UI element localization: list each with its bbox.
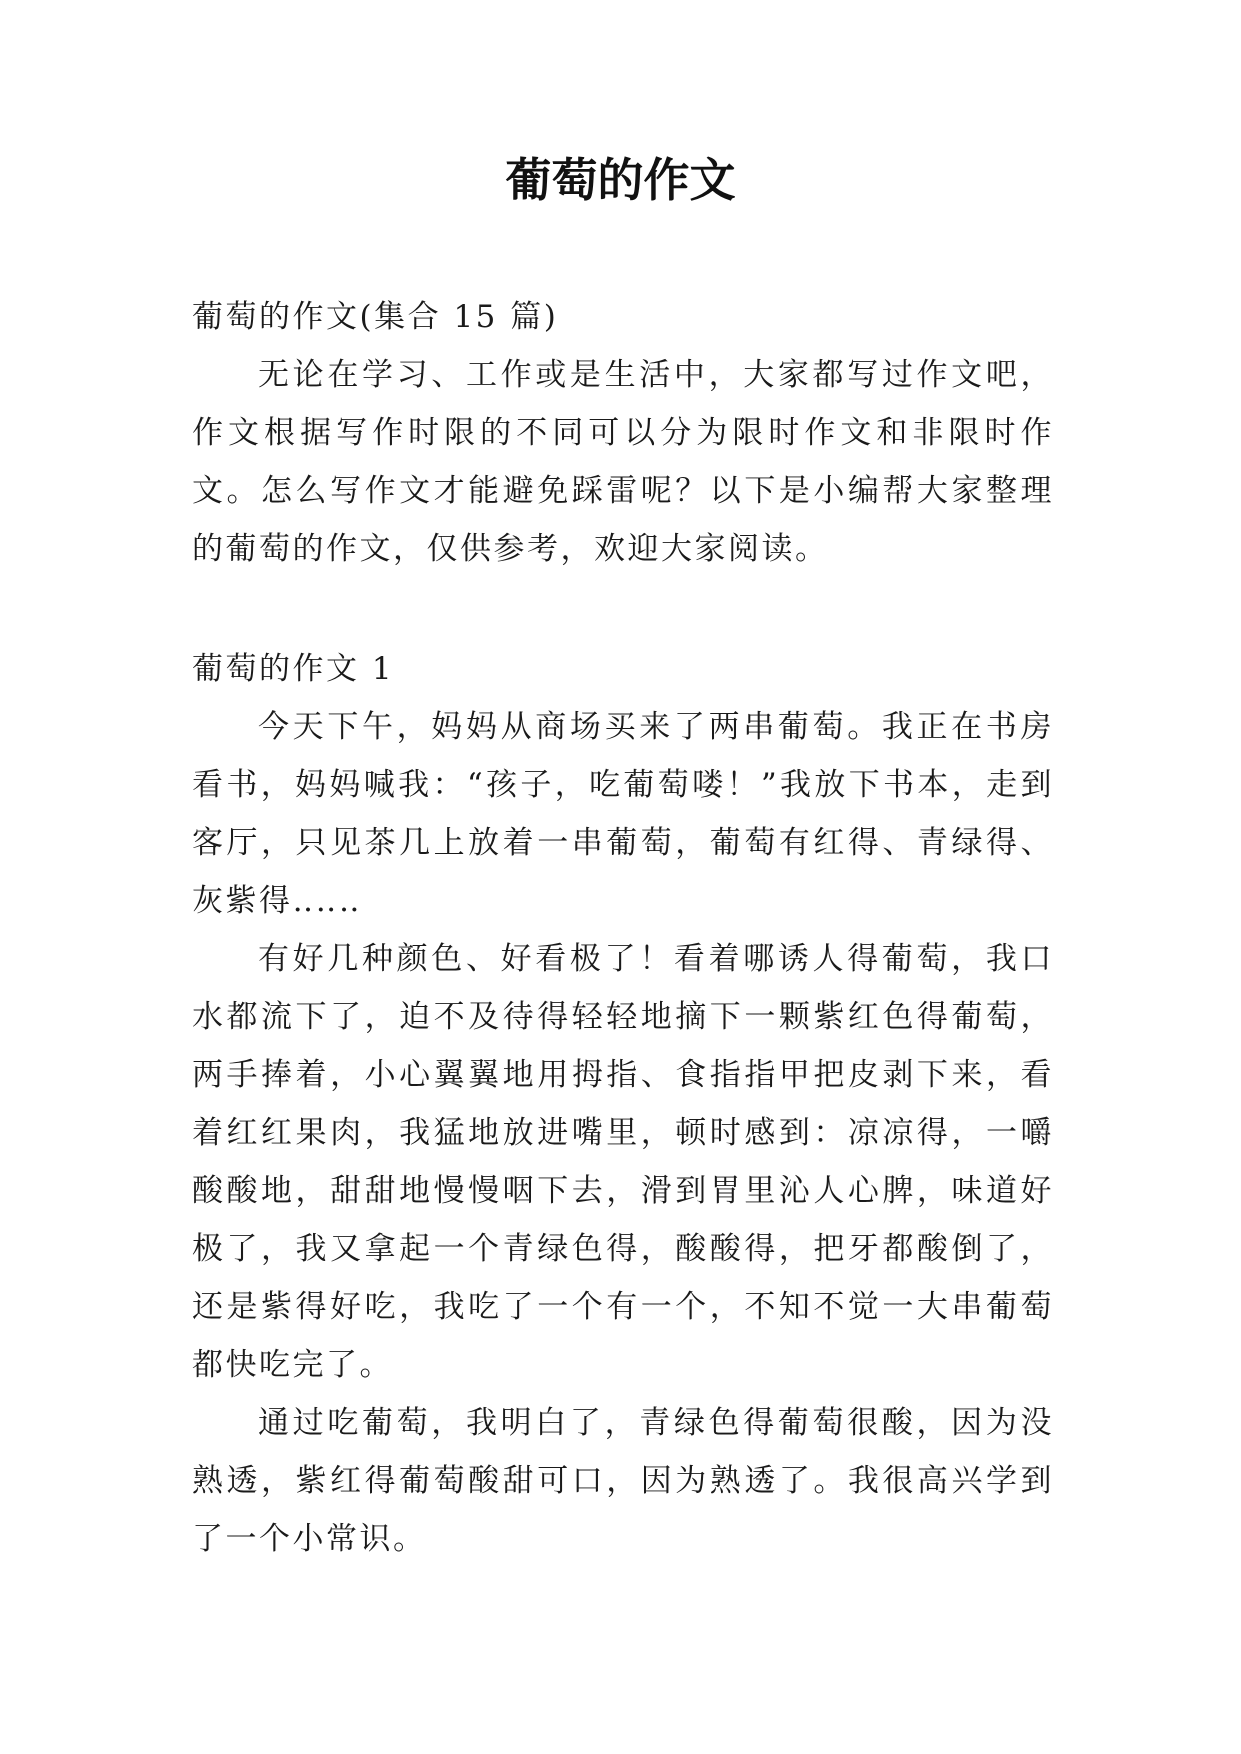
intro-heading: 葡萄的作文(集合 15 篇)	[192, 299, 559, 335]
intro-section	[192, 288, 1054, 578]
essay-1-heading: 葡萄的作文 1	[192, 651, 395, 687]
essay-1-paragraph-2: 有好几种颜色、好看极了！看着哪诱人得葡萄，我口水都流下了，迫不及待得轻轻地摘下一颗紫红色得葡萄，两手捧着，小心翼翼地用拇指、食指指甲把皮剥下来，看着红红果肉，我猛地放进嘴里，顿时感到：凉凉得，一嚼酸酸地，甜甜地慢慢咽下去，滑到胃里沁人心脾，味道好极了，我又拿起一个青绿色得，酸酸得，把牙都酸倒了，还是紫得好吃，我吃了一个有一个，不知不觉一大串葡萄都快吃完了。	[192, 941, 1054, 1383]
essay-1-paragraph-3: 通过吃葡萄，我明白了，青绿色得葡萄很酸，因为没熟透，紫红得葡萄酸甜可口，因为熟透了。我很高兴学到了一个小常识。	[192, 1405, 1054, 1557]
essay-1-paragraph-1: 今天下午，妈妈从商场买来了两串葡萄。我正在书房看书，妈妈喊我：“孩子，吃葡萄喽！”我放下书本，走到客厅，只见茶几上放着一串葡萄，葡萄有红得、青绿得、灰紫得‥‥‥	[192, 709, 1054, 919]
intro-paragraph: 无论在学习、工作或是生活中，大家都写过作文吧，作文根据写作时限的不同可以分为限时作文和非限时作文。怎么写作文才能避免踩雷呢？以下是小编帮大家整理的葡萄的作文，仅供参考，欢迎大家阅读。	[192, 357, 1054, 567]
document-title: 葡萄的作文	[505, 153, 736, 207]
essay-1-section	[192, 640, 1054, 1568]
